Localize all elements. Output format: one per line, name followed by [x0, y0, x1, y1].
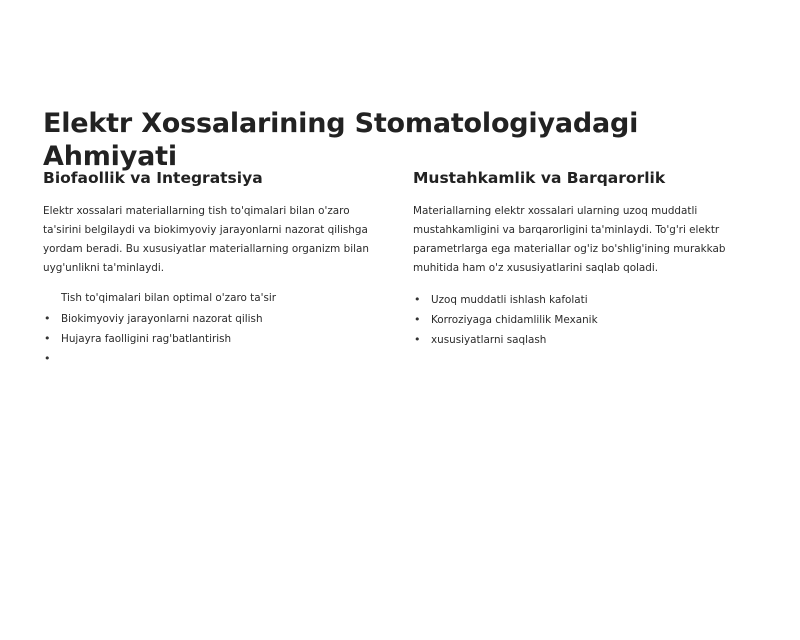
page-title: Elektr Xossalarining Stomatologiyadagi Ahmiyati	[43, 108, 639, 172]
bullet-icon: •	[44, 352, 51, 365]
list-item	[43, 329, 388, 349]
list-item	[413, 310, 758, 330]
right-section	[413, 166, 758, 350]
list-item-text: Biokimyoviy jarayonlarni nazorat qilish	[61, 313, 263, 325]
left-bullet-list	[43, 309, 388, 369]
left-section-paragraph: Elektr xossalari materiallarning tish to'qimalari bilan o'zaro ta'sirini belgilaydi va biokimyoviy jarayonlarni nazorat qilishga yordam beradi. Bu xususiyatlar materiallarning organizm bilan uyg'unlikni ta'minlaydi.	[43, 205, 369, 274]
bullet-icon: •	[414, 313, 421, 326]
bullet-icon: •	[414, 333, 421, 346]
bullet-icon: •	[44, 312, 51, 325]
bullet-icon: •	[414, 293, 421, 306]
list-item-text: Hujayra faolligini rag'batlantirish	[61, 333, 232, 345]
list-item	[43, 349, 388, 369]
list-item-text: xususiyatlarni saqlash	[431, 334, 547, 346]
right-bullet-list	[413, 290, 758, 350]
left-section-plain-line: Tish to'qimalari bilan optimal o'zaro ta'sir	[61, 292, 277, 304]
list-item-text: Uzoq muddatli ishlash kafolati	[431, 294, 588, 306]
list-item-text: Korroziyaga chidamlilik Mexanik	[431, 314, 598, 326]
right-section-heading: Mustahkamlik va Barqarorlik	[413, 169, 666, 187]
right-section-paragraph: Materiallarning elektr xossalari ularning uzoq muddatli mustahkamligini va barqarorligini ta'minlaydi. To'g'ri elektr parametrlarga ega materiallar og'iz bo'shlig'ining murakkab muhitida ham o'z xususiyatlarini saqlab qoladi.	[413, 205, 726, 274]
bullet-icon: •	[44, 332, 51, 345]
list-item	[413, 330, 758, 350]
list-item	[43, 309, 388, 329]
list-item	[413, 290, 758, 310]
left-section-heading: Biofaollik va Integratsiya	[43, 169, 263, 187]
left-section	[43, 166, 388, 369]
